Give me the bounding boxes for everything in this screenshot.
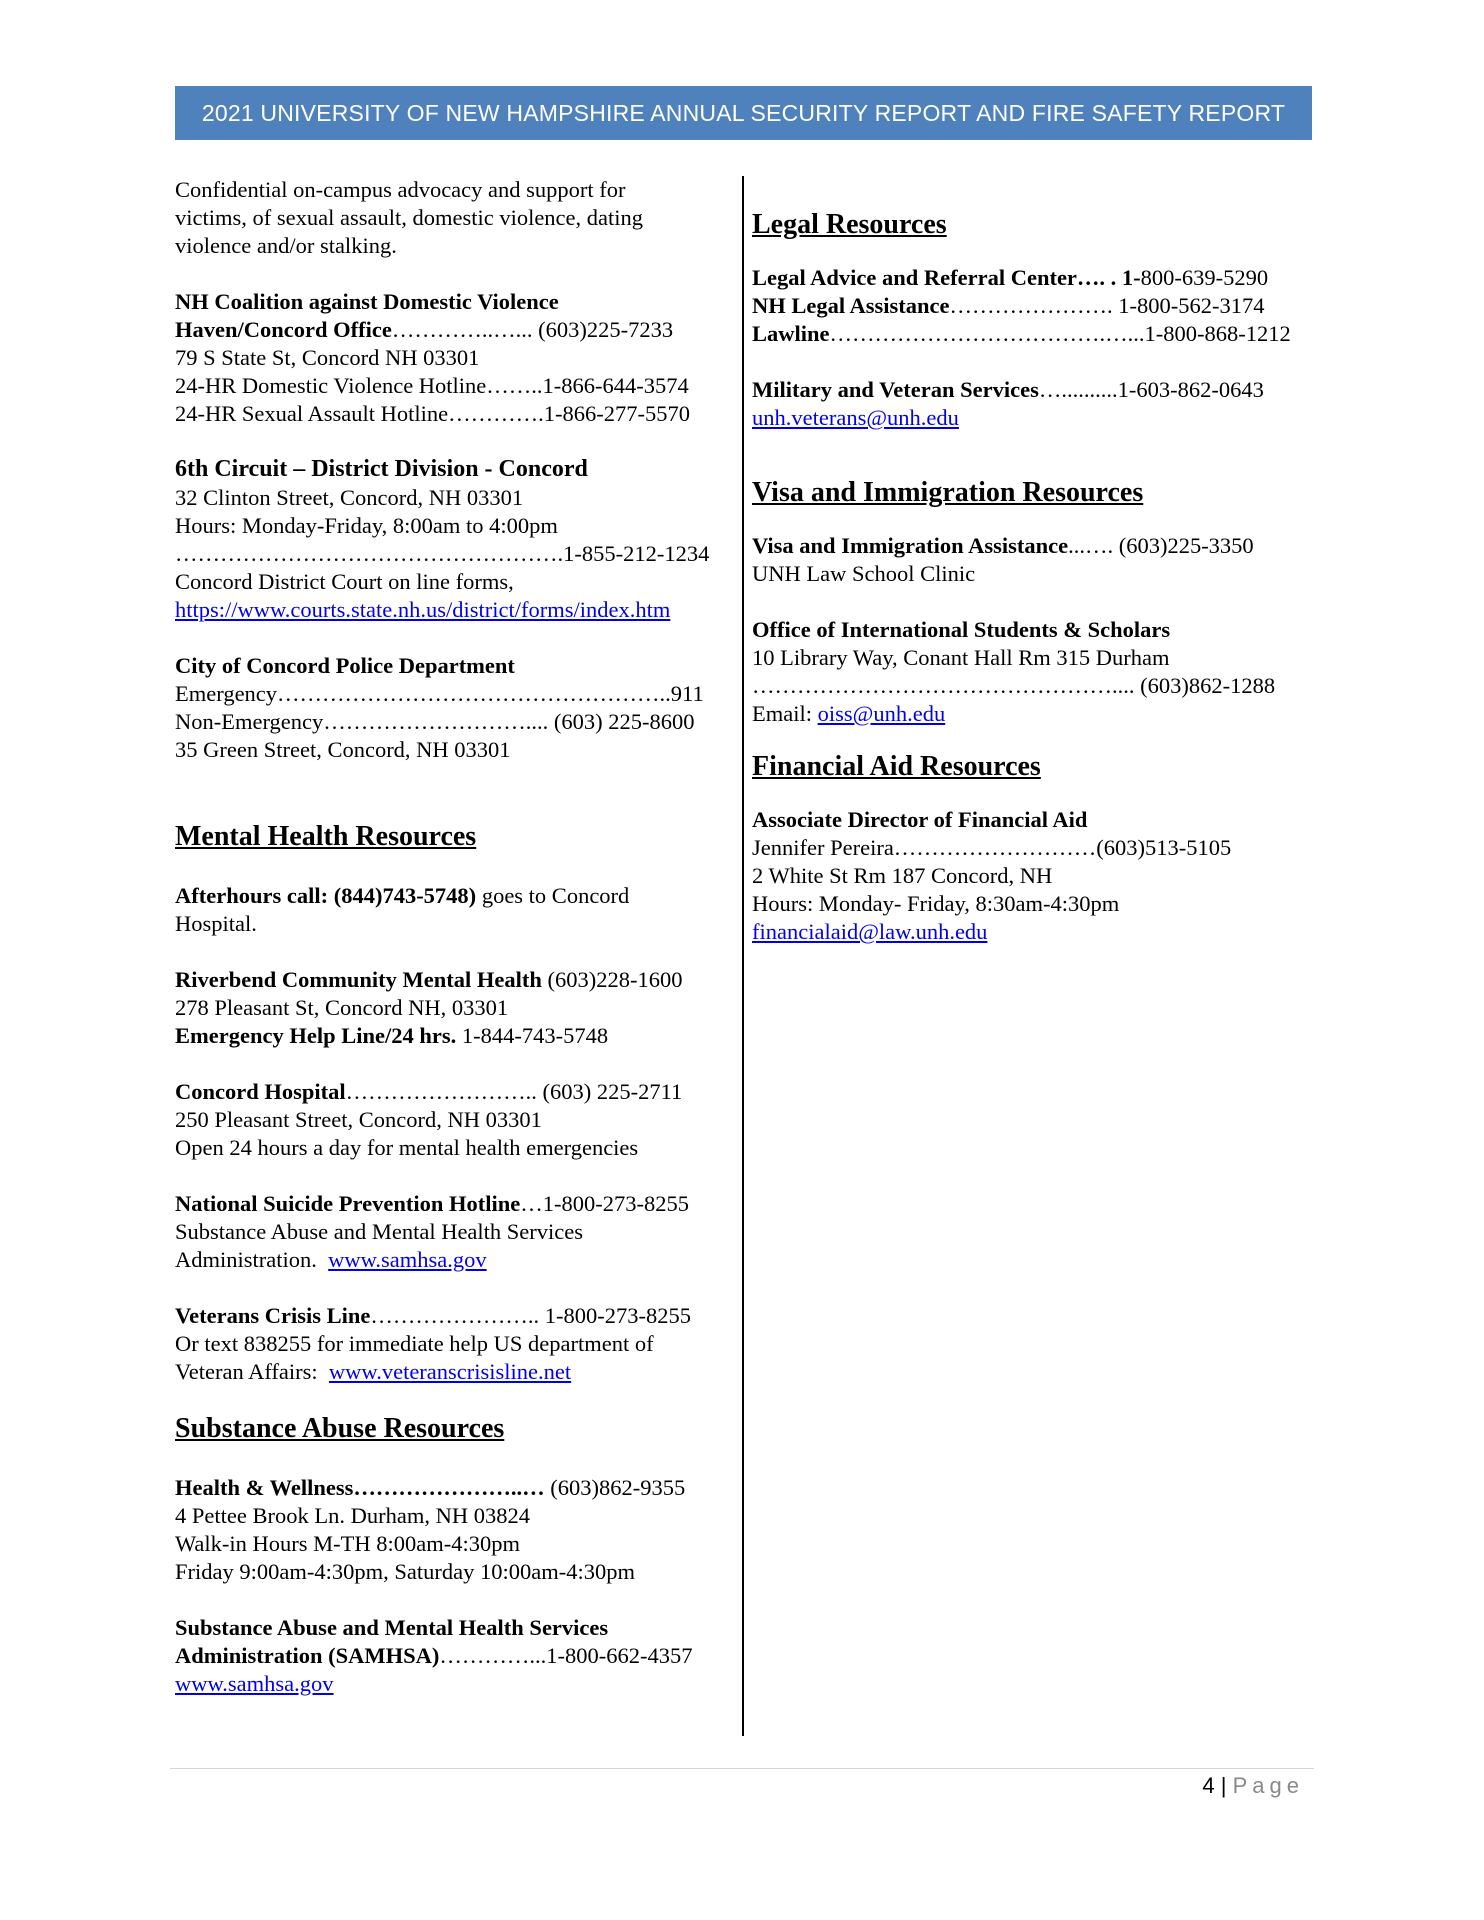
samhsa-line1: Substance Abuse and Mental Health Services (175, 1615, 609, 1640)
nhla-line (752, 292, 1320, 320)
financial-hours: Hours: Monday- Friday, 8:30am-4:30pm (752, 891, 1120, 916)
riverbend-help (175, 1022, 737, 1050)
visa-assist-phone: ...…. (603)225-3350 (1068, 533, 1254, 558)
military-line (752, 376, 1320, 404)
left-column (175, 176, 737, 1698)
hw-address: 4 Pettee Brook Ln. Durham, NH 03824 (175, 1503, 530, 1528)
samhsa-link[interactable]: www.samhsa.gov (328, 1247, 487, 1272)
veterans-affairs: Veteran Affairs: (175, 1359, 329, 1384)
mental-health-heading: Mental Health Resources (175, 821, 477, 852)
legal-advice-line (752, 264, 1320, 292)
hw-line (175, 1474, 737, 1502)
report-header-banner (175, 86, 1312, 140)
financial-email-link[interactable]: financialaid@law.unh.edu (752, 919, 988, 944)
lawline-line (752, 320, 1320, 348)
email-label: Email: (752, 701, 818, 726)
circuit-block (175, 454, 737, 624)
veterans-line3 (175, 1358, 737, 1386)
circuit-forms-link[interactable]: https://www.courts.state.nh.us/district/forms/index.htm (175, 597, 671, 622)
suicide-line (175, 1190, 737, 1218)
afterhours-line (175, 882, 737, 910)
financial-section (752, 750, 1320, 946)
visa-heading: Visa and Immigration Resources (752, 477, 1144, 508)
riverbend-help-label: Emergency Help Line/24 hrs. (175, 1023, 457, 1048)
suicide-admin: Administration. (175, 1247, 329, 1272)
circuit-forms: Concord District Court on line forms, (175, 569, 514, 594)
visa-assist-line (752, 532, 1320, 560)
office-phone: (603)225-7233 (532, 317, 674, 342)
visa-assist-name: Visa and Immigration Assistance (752, 533, 1069, 558)
hw-name: Health & Wellness…………………..… (175, 1475, 545, 1500)
police-block (175, 652, 737, 764)
veterans-phone: ………………….. 1-800-273-8255 (370, 1303, 692, 1328)
financial-heading: Financial Aid Resources (752, 751, 1041, 782)
intro-block (175, 176, 737, 260)
oiss-address: 10 Library Way, Conant Hall Rm 315 Durham (752, 645, 1170, 670)
hospital-name: Concord Hospital (175, 1079, 346, 1104)
footer-rule (170, 1768, 1314, 1769)
military-name: Military and Veteran Services (752, 377, 1039, 402)
suicide-phone: …1-800-273-8255 (520, 1191, 689, 1216)
police-emergency: Emergency……………………………………………..911 (175, 681, 704, 706)
police-address: 35 Green Street, Concord, NH 03301 (175, 737, 511, 762)
visa-section (752, 476, 1320, 728)
legal-advice-phone: 800-639-5290 (1140, 265, 1269, 290)
financial-address: 2 White St Rm 187 Concord, NH (752, 863, 1053, 888)
page-number (1202, 1773, 1304, 1799)
veterans-crisis-link[interactable]: www.veteranscrisisline.net (328, 1359, 572, 1384)
veterans-line (175, 1302, 737, 1330)
hw-hours2: Friday 9:00am-4:30pm, Saturday 10:00am-4:30pm (175, 1559, 635, 1584)
circuit-hours: Hours: Monday-Friday, 8:00am to 4:00pm (175, 513, 558, 538)
circuit-address: 32 Clinton Street, Concord, NH 03301 (175, 485, 524, 510)
oiss-name: Office of International Students & Scholars (752, 617, 1171, 642)
suicide-line3 (175, 1246, 737, 1274)
coalition-office (175, 316, 737, 344)
riverbend-help-phone: 1-844-743-5748 (456, 1023, 609, 1048)
nhla-name: NH Legal Assistance (752, 293, 950, 318)
coalition-block (175, 288, 737, 428)
intro-line: victims, of sexual assault, domestic violence, dating (175, 205, 644, 230)
circuit-name: 6th Circuit – District Division - Concord (175, 456, 588, 482)
afterhours-line2: Hospital. (175, 911, 257, 936)
intro-line: Confidential on-campus advocacy and support for (175, 177, 626, 202)
riverbend-phone: (603)228-1600 (541, 967, 683, 992)
riverbend-name: Riverbend Community Mental Health (175, 967, 542, 992)
oiss-email-line (752, 700, 1320, 728)
substance-heading: Substance Abuse Resources (175, 1413, 505, 1444)
legal-advice-name: Legal Advice and Referral Center…. . 1- (752, 265, 1141, 290)
column-divider (742, 176, 744, 1736)
afterhours-rest: goes to Concord (476, 883, 630, 908)
lawline-name: Lawline (752, 321, 830, 346)
samhsa-url-link[interactable]: www.samhsa.gov (175, 1671, 334, 1696)
law-clinic: UNH Law School Clinic (752, 561, 976, 586)
oiss-email-link[interactable]: oiss@unh.edu (817, 701, 946, 726)
legal-section (752, 208, 1320, 432)
report-title: 2021 UNIVERSITY OF NEW HAMPSHIRE ANNUAL SECURITY REPORT AND FIRE SAFETY REPORT (201, 99, 1286, 126)
hw-hours1: Walk-in Hours M-TH 8:00am-4:30pm (175, 1531, 521, 1556)
mental-health-section (175, 820, 737, 1386)
coalition-address: 79 S State St, Concord NH 03301 (175, 345, 480, 370)
veterans-line2: Or text 838255 for immediate help US department of (175, 1331, 654, 1356)
intro-line: violence and/or stalking. (175, 233, 397, 258)
riverbend-address: 278 Pleasant St, Concord NH, 03301 (175, 995, 509, 1020)
hw-phone: (603)862-9355 (544, 1475, 686, 1500)
suicide-line2: Substance Abuse and Mental Health Services (175, 1219, 584, 1244)
suicide-name: National Suicide Prevention Hotline (175, 1191, 521, 1216)
samhsa-phone: …………...1-800-662-4357 (439, 1643, 693, 1668)
samhsa-name: Administration (SAMHSA) (175, 1643, 440, 1668)
afterhours-label: Afterhours call: (844)743-5748) (175, 883, 477, 908)
nhla-phone: …………………. 1-800-562-3174 (949, 293, 1265, 318)
financial-person: Jennifer Pereira………………………(603)513-5105 (752, 835, 1232, 860)
financial-title: Associate Director of Financial Aid (752, 807, 1088, 832)
hospital-note: Open 24 hours a day for mental health emergencies (175, 1135, 639, 1160)
page-label: Page (1232, 1773, 1304, 1798)
office-name: Haven/Concord Office (175, 317, 392, 342)
legal-heading: Legal Resources (752, 209, 947, 240)
page-number-value: 4 (1202, 1773, 1215, 1798)
hospital-line (175, 1078, 737, 1106)
hospital-phone: …………………….. (603) 225-2711 (345, 1079, 683, 1104)
coalition-name: NH Coalition against Domestic Violence (175, 289, 559, 314)
office-dots: …………..…... (391, 317, 533, 342)
veterans-name: Veterans Crisis Line (175, 1303, 371, 1328)
samhsa-line2 (175, 1642, 737, 1670)
military-phone: …..........1-603-862-0643 (1038, 377, 1264, 402)
lawline-phone: ……………………………….…...1-800-868-1212 (829, 321, 1291, 346)
dv-hotline: 24-HR Domestic Violence Hotline……..1-866-644-3574 (175, 373, 689, 398)
police-name: City of Concord Police Department (175, 653, 515, 678)
police-non-emergency: Non-Emergency……………………….... (603) 225-8600 (175, 709, 695, 734)
substance-section (175, 1412, 737, 1698)
page-separator: | (1214, 1773, 1233, 1798)
right-column (752, 176, 1320, 946)
hospital-address: 250 Pleasant Street, Concord, NH 03301 (175, 1107, 542, 1132)
oiss-phone: ………………………………………….... (603)862-1288 (752, 673, 1276, 698)
military-email-link[interactable]: unh.veterans@unh.edu (752, 405, 959, 430)
circuit-phone: …………………………………………….1-855-212-1234 (175, 541, 710, 566)
riverbend-line (175, 966, 737, 994)
sa-hotline: 24-HR Sexual Assault Hotline………….1-866-277-5570 (175, 401, 690, 426)
